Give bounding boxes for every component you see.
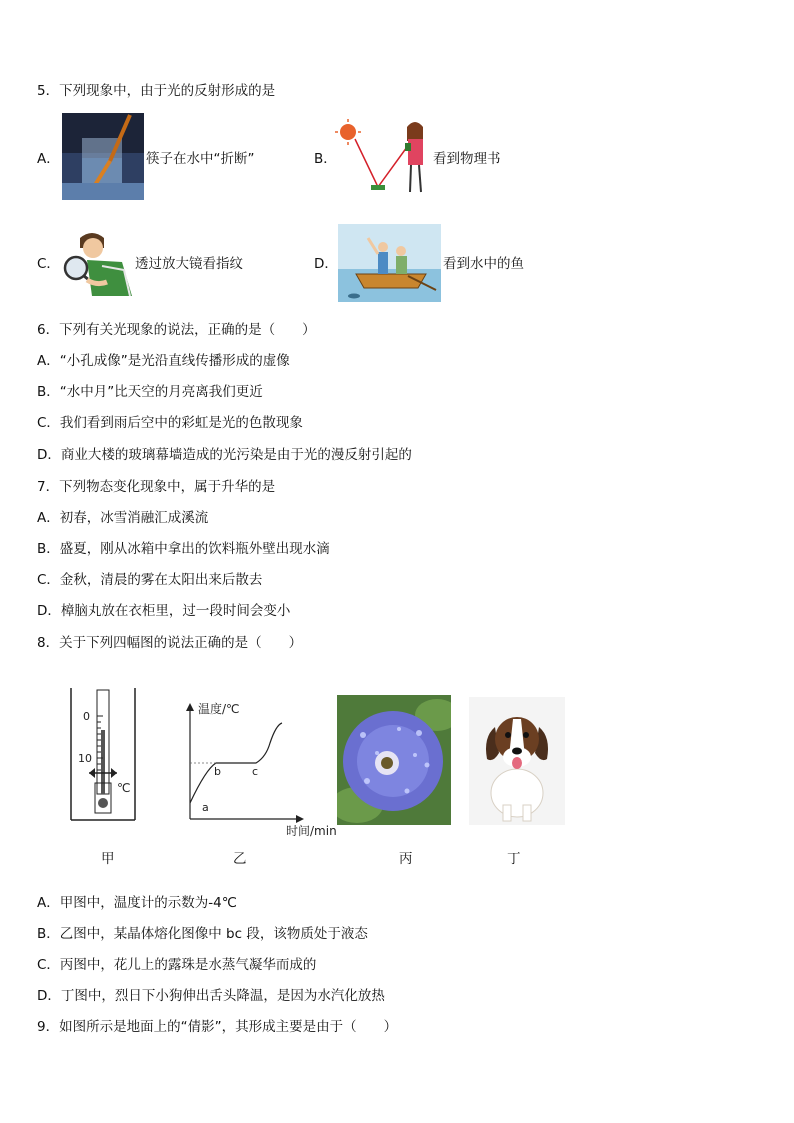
caption-bing: 丙: [399, 851, 413, 867]
boat-fish-image: [338, 224, 441, 302]
q7-option-c: C．金秋，清晨的雾在太阳出来后散去: [37, 572, 263, 588]
thermometer-tick-0: 0: [83, 710, 90, 723]
graph-point-c: c: [252, 765, 259, 778]
q5-stem: 5．下列现象中，由于光的反射形成的是: [37, 83, 276, 99]
q5-option-b-text: 看到物理书: [433, 151, 501, 167]
q5-option-c-letter: C．: [37, 256, 60, 272]
q8-option-b: B．乙图中，某晶体熔化图像中 bc 段，该物质处于液态: [37, 926, 368, 942]
q5-option-b-letter: B．: [314, 151, 337, 167]
q6-option-a: A．“小孔成像”是光沿直线传播形成的虚像: [37, 353, 290, 369]
magnifier-fingerprint-image: [62, 230, 134, 296]
q6-option-c: C．我们看到雨后空中的彩虹是光的色散现象: [37, 415, 303, 431]
q5-option-a-letter: A．: [37, 151, 60, 167]
q8-option-c: C．丙图中，花儿上的露珠是水蒸气凝华而成的: [37, 957, 317, 973]
caption-ding: 丁: [507, 851, 521, 867]
graph-point-b: b: [214, 765, 221, 778]
q5-option-d-text: 看到水中的鱼: [443, 256, 524, 272]
q5-option-c-text: 透过放大镜看指纹: [135, 256, 243, 272]
q6-option-d: D．商业大楼的玻璃幕墙造成的光污染是由于光的漫反射引起的: [37, 447, 412, 463]
flower-dew-image: [337, 695, 451, 825]
puppy-image: [469, 697, 565, 825]
q7-stem: 7．下列物态变化现象中，属于升华的是: [37, 479, 276, 495]
thermometer-tick-10: 10: [78, 752, 92, 765]
girl-reading-book-image: [335, 117, 430, 197]
q5-option-d-letter: D．: [314, 256, 338, 272]
q7-option-d: D．樟脑丸放在衣柜里，过一段时间会变小: [37, 603, 291, 619]
chopsticks-in-water-image: [62, 113, 144, 200]
graph-ylabel: 温度/℃: [198, 702, 240, 716]
q6-option-b: B．“水中月”比天空的月亮离我们更近: [37, 384, 263, 400]
melting-graph-figure: [178, 695, 348, 837]
thermometer-unit: ℃: [117, 781, 131, 795]
q7-option-a: A．初春，冰雪消融汇成溪流: [37, 510, 209, 526]
q5-option-a-text: 筷子在水中“折断”: [146, 151, 255, 167]
graph-xlabel: 时间/min: [286, 824, 337, 837]
caption-yi: 乙: [233, 851, 247, 867]
q8-option-a: A．甲图中，温度计的示数为-4℃: [37, 895, 237, 911]
thermometer-figure: [65, 688, 145, 823]
q8-option-d: D．丁图中，烈日下小狗伸出舌头降温，是因为水汽化放热: [37, 988, 385, 1004]
q7-option-b: B．盛夏，刚从冰箱中拿出的饮料瓶外壁出现水滴: [37, 541, 330, 557]
q9-stem: 9．如图所示是地面上的“倩影”，其形成主要是由于（ ）: [37, 1019, 398, 1035]
graph-point-a: a: [202, 801, 209, 814]
q8-stem: 8．关于下列四幅图的说法正确的是（ ）: [37, 635, 303, 651]
caption-jia: 甲: [101, 851, 115, 867]
q6-stem: 6．下列有关光现象的说法，正确的是（ ）: [37, 322, 316, 338]
